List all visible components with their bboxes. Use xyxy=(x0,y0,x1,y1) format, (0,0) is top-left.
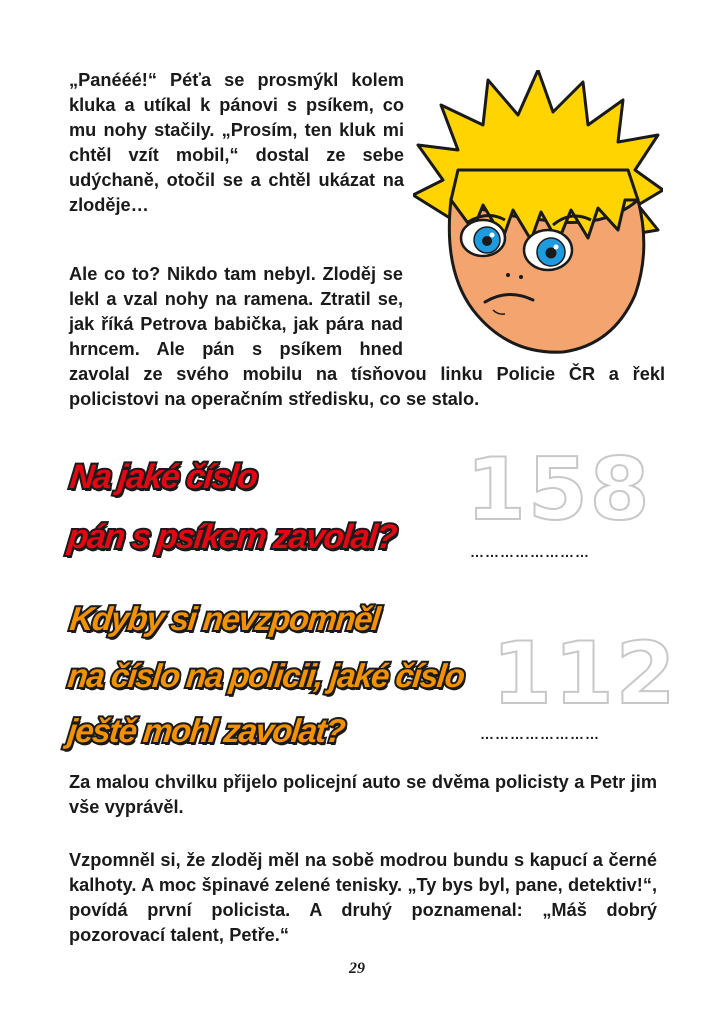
story-paragraph-2: Ale co to? Nikdo tam nebyl. Zloděj se lekl a vzal nohy na ramena. Ztratil se, jak říká Petrova babička, jak pára nad hrncem. Ale pán s psíkem hned zavolal ze svého mobilu na tísňovou linku Policie ČR a řekl policistovi na operačním středisku, co se stalo. xyxy=(69,264,665,409)
answer-2-outline-number: 112 xyxy=(492,624,678,724)
question-2-line-3: ještě mohl zavolat? xyxy=(66,712,346,749)
question-1-line-2: pán s psíkem zavolal? xyxy=(66,518,398,556)
story-paragraph-3: Za malou chvilku přijelo policejní auto se dvěma policisty a Petr jim vše vyprávěl. xyxy=(69,772,657,817)
answer-1-blank[interactable]: …………………… xyxy=(470,544,590,560)
question-2-line-1: Kdyby si nevzpomněl xyxy=(68,600,381,637)
answer-2-blank[interactable]: …………………… xyxy=(480,726,600,742)
face-float-spacer xyxy=(403,262,665,354)
story-paragraph-4: Vzpomněl si, že zloděj měl na sobě modrou bundu s kapucí a černé kalhoty. A moc špinavé zelené tenisky. „Ty bys byl, pane, detektiv!“, povídá první policista. A druhý poznamenal: „Máš dobrý pozorovací talent, Petře.“ xyxy=(69,850,657,945)
story-paragraph-1: „Panééé!“ Péťa se prosmýkl kolem kluka a utíkal k pánovi s psíkem, co mu nohy stačily. „Prosím, ten kluk mi chtěl vzít mobil,“ dostal ze sebe udýchaně, otočil se a chtěl ukázat na zloděje… xyxy=(69,70,404,215)
answer-1-outline-number: 158 xyxy=(466,440,652,540)
story-paragraph-2-container xyxy=(69,262,665,412)
question-2-line-2: na číslo na policii, jaké číslo xyxy=(66,657,466,694)
question-1-line-1: Na jaké číslo xyxy=(68,458,259,496)
page-number: 29 xyxy=(349,960,365,977)
